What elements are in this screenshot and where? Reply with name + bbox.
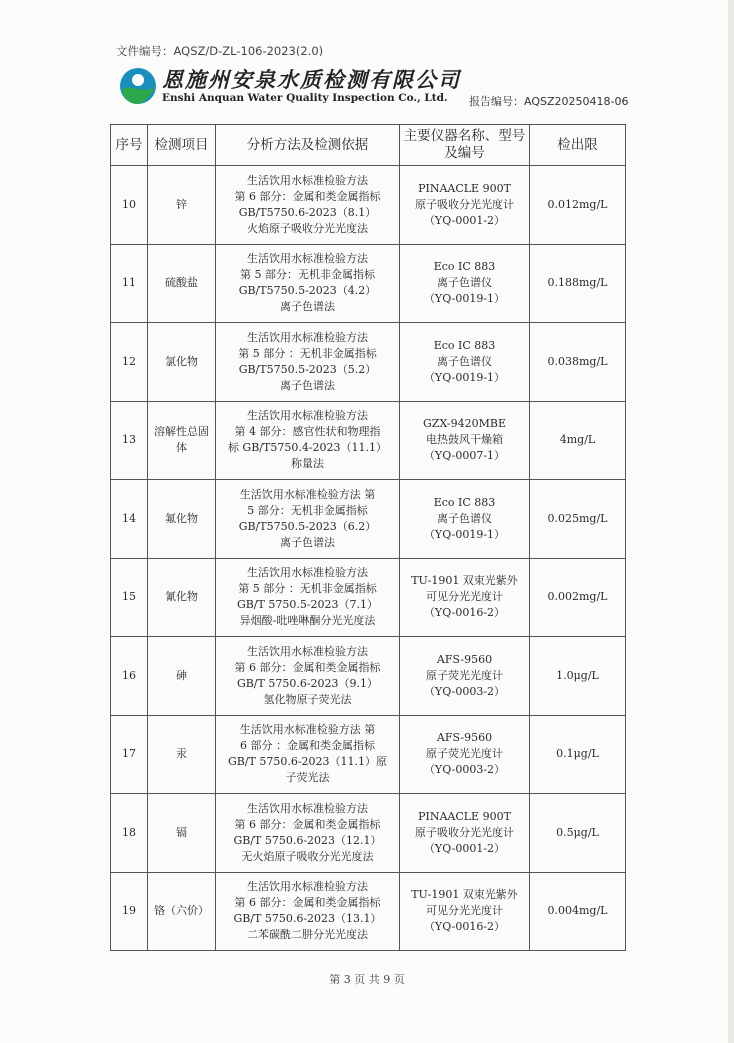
- table-row: [111, 715, 626, 794]
- detection-limit: 0.025mg/L: [530, 480, 626, 559]
- instrument-line: GZX-9420MBE: [423, 417, 506, 431]
- company-name-cn: 恩施州安泉水质检测有限公司: [162, 67, 461, 92]
- test-item: 氟化物: [148, 480, 216, 559]
- instrument-line: AFS-9560: [436, 652, 493, 666]
- method-line: 生活饮用水标准检验方法: [247, 330, 368, 344]
- row-number: 18: [111, 794, 148, 873]
- row-number: 15: [111, 558, 148, 637]
- table-row: [111, 323, 626, 402]
- row-number: 13: [111, 401, 148, 480]
- method-line: 二苯碳酰二肼分光光度法: [247, 928, 368, 942]
- instrument-line: 离子色谱仪: [437, 276, 492, 290]
- row-number: 19: [111, 872, 148, 951]
- row-number: 16: [111, 637, 148, 716]
- detection-limit: 0.1μg/L: [530, 715, 626, 794]
- instrument-line: （YQ-0016-2）: [423, 606, 506, 620]
- analysis-method: [216, 558, 400, 637]
- instrument-line: 离子色谱仪: [437, 511, 492, 525]
- report-number: 报告编号：AQSZ20250418-06: [469, 95, 629, 108]
- test-item: 溶解性总固体: [148, 401, 216, 480]
- instrument-line: （YQ-0003-2）: [423, 684, 506, 698]
- method-line: 6 部分 ：金属和类金属指标: [240, 739, 375, 753]
- instrument-line: （YQ-0019-1）: [423, 292, 506, 306]
- method-line: 5 部分：无机非金属指标: [247, 503, 368, 517]
- instrument-line: （YQ-0016-2）: [423, 920, 506, 934]
- detection-limit: 4mg/L: [530, 401, 626, 480]
- method-line: 第 6 部分：金属和类金属指标: [234, 896, 381, 910]
- test-item: 砷: [148, 637, 216, 716]
- test-item: 镉: [148, 794, 216, 873]
- table-row: [111, 637, 626, 716]
- row-number: 12: [111, 323, 148, 402]
- method-line: 第 6 部分：金属和类金属指标: [234, 189, 381, 203]
- analysis-method: [216, 794, 400, 873]
- method-line: 异烟酸-吡唑啉酮分光光度法: [239, 614, 376, 628]
- instrument-line: PINAACLE 900T: [418, 181, 511, 195]
- instrument-line: PINAACLE 900T: [418, 809, 511, 823]
- table-row: [111, 558, 626, 637]
- row-number: 10: [111, 166, 148, 245]
- table-header-row: [111, 125, 626, 166]
- document-number: 文件编号：AQSZ/D-ZL-106-2023(2.0): [116, 44, 324, 58]
- analysis-method: [216, 715, 400, 794]
- method-line: GB/T 5750.5-2023（7.1）: [236, 598, 379, 612]
- method-line: GB/T 5750.6-2023（13.1）: [233, 912, 382, 926]
- method-line: GB/T5750.6-2023（8.1）: [238, 205, 377, 219]
- table-row: [111, 872, 626, 951]
- detection-limit: 0.012mg/L: [530, 166, 626, 245]
- method-line: 第 5 部分：无机非金属指标: [240, 268, 375, 282]
- instrument-info: [400, 715, 530, 794]
- instrument-line: （YQ-0001-2）: [423, 213, 506, 227]
- company-name-en: Enshi Anquan Water Quality Inspection Co., Ltd.: [162, 92, 448, 104]
- method-line: 火焰原子吸收分光光度法: [247, 221, 368, 235]
- page-footer: 第 3 页 共 9 页: [329, 973, 405, 986]
- method-line: 氢化物原子荧光法: [263, 692, 352, 706]
- instrument-line: 原子吸收分光光度计: [415, 825, 514, 839]
- analysis-method: [216, 637, 400, 716]
- table-row: [111, 794, 626, 873]
- method-line: 称量法: [291, 457, 324, 471]
- method-line: GB/T 5750.6-2023（12.1）: [233, 833, 382, 847]
- header-method: 分析方法及检测依据: [216, 125, 400, 166]
- method-line: 生活饮用水标准检验方法 第: [239, 487, 376, 501]
- instrument-line: AFS-9560: [436, 731, 493, 745]
- method-line: 生活饮用水标准检验方法: [247, 880, 368, 894]
- analysis-method: [216, 323, 400, 402]
- method-line: 离子色谱法: [280, 535, 335, 549]
- analysis-method: [216, 166, 400, 245]
- scan-edge: [728, 0, 734, 1043]
- instrument-line: Eco IC 883: [433, 495, 496, 509]
- detection-limit: 0.002mg/L: [530, 558, 626, 637]
- instrument-line: （YQ-0003-2）: [423, 763, 506, 777]
- instrument-info: [400, 323, 530, 402]
- method-line: 生活饮用水标准检验方法: [247, 409, 368, 423]
- detection-limit: 1.0μg/L: [530, 637, 626, 716]
- header-limit: 检出限: [530, 125, 626, 166]
- detection-limit: 0.5μg/L: [530, 794, 626, 873]
- instrument-info: [400, 480, 530, 559]
- instrument-line: TU-1901 双束光紫外: [411, 888, 518, 902]
- method-line: GB/T 5750.6-2023（9.1）: [236, 676, 379, 690]
- method-line: 离子色谱法: [280, 378, 335, 392]
- analysis-method: [216, 401, 400, 480]
- method-line: 生活饮用水标准检验方法: [247, 644, 368, 658]
- test-item: 氰化物: [148, 558, 216, 637]
- instrument-line: 可见分光光度计: [426, 904, 503, 918]
- method-line: GB/T5750.5-2023（4.2）: [238, 284, 377, 298]
- method-line: 生活饮用水标准检验方法 第: [239, 723, 376, 737]
- instrument-line: 电热鼓风干燥箱: [426, 433, 503, 447]
- table-row: [111, 401, 626, 480]
- test-item: 锌: [148, 166, 216, 245]
- row-number: 11: [111, 244, 148, 323]
- table-row: [111, 244, 626, 323]
- method-line: 标 GB/T5750.4-2023（11.1）: [227, 441, 388, 455]
- header-item: 检测项目: [148, 125, 216, 166]
- instrument-line: 可见分光光度计: [426, 590, 503, 604]
- method-line: 无火焰原子吸收分光光度法: [241, 849, 374, 863]
- analysis-method: [216, 244, 400, 323]
- water-drop-logo-icon: [118, 66, 158, 106]
- instrument-line: 离子色谱仪: [437, 354, 492, 368]
- detection-limit: 0.038mg/L: [530, 323, 626, 402]
- instrument-info: [400, 794, 530, 873]
- instrument-line: 原子荧光光度计: [426, 747, 503, 761]
- instrument-line: （YQ-0019-1）: [423, 527, 506, 541]
- method-line: 生活饮用水标准检验方法: [247, 173, 368, 187]
- row-number: 14: [111, 480, 148, 559]
- method-line: 第 6 部分：金属和类金属指标: [234, 660, 381, 674]
- test-item: 氯化物: [148, 323, 216, 402]
- method-line: 第 4 部分：感官性状和物理指: [234, 425, 381, 439]
- method-line: GB/T5750.5-2023（6.2）: [238, 519, 377, 533]
- instrument-line: （YQ-0001-2）: [423, 841, 506, 855]
- test-methods-table: [110, 124, 626, 951]
- instrument-info: [400, 558, 530, 637]
- method-line: GB/T 5750.6-2023（11.1）原: [227, 755, 388, 769]
- table-row: [111, 480, 626, 559]
- method-line: 第 6 部分：金属和类金属指标: [234, 817, 381, 831]
- method-line: GB/T5750.5-2023（5.2）: [238, 362, 377, 376]
- analysis-method: [216, 480, 400, 559]
- instrument-line: 原子吸收分光光度计: [415, 197, 514, 211]
- instrument-line: Eco IC 883: [433, 260, 496, 274]
- detection-limit: 0.004mg/L: [530, 872, 626, 951]
- instrument-info: [400, 401, 530, 480]
- header-no: 序号: [111, 125, 148, 166]
- method-line: 离子色谱法: [280, 300, 335, 314]
- instrument-line: （YQ-0007-1）: [423, 449, 506, 463]
- table-row: [111, 166, 626, 245]
- method-line: 子荧光法: [285, 771, 330, 785]
- row-number: 17: [111, 715, 148, 794]
- instrument-info: [400, 872, 530, 951]
- test-item: 铬（六价）: [148, 872, 216, 951]
- test-item: 硫酸盐: [148, 244, 216, 323]
- instrument-info: [400, 166, 530, 245]
- header-instrument: 主要仪器名称、型号及编号: [400, 125, 530, 166]
- method-line: 生活饮用水标准检验方法: [247, 252, 368, 266]
- test-item: 汞: [148, 715, 216, 794]
- instrument-line: （YQ-0019-1）: [423, 370, 506, 384]
- detection-limit: 0.188mg/L: [530, 244, 626, 323]
- instrument-line: TU-1901 双束光紫外: [411, 574, 518, 588]
- analysis-method: [216, 872, 400, 951]
- instrument-line: Eco IC 883: [433, 338, 496, 352]
- method-line: 第 5 部分 ：无机非金属指标: [238, 582, 377, 596]
- method-line: 第 5 部分 ：无机非金属指标: [238, 346, 377, 360]
- method-line: 生活饮用水标准检验方法: [247, 566, 368, 580]
- method-line: 生活饮用水标准检验方法: [247, 801, 368, 815]
- instrument-line: 原子荧光光度计: [426, 668, 503, 682]
- instrument-info: [400, 244, 530, 323]
- instrument-info: [400, 637, 530, 716]
